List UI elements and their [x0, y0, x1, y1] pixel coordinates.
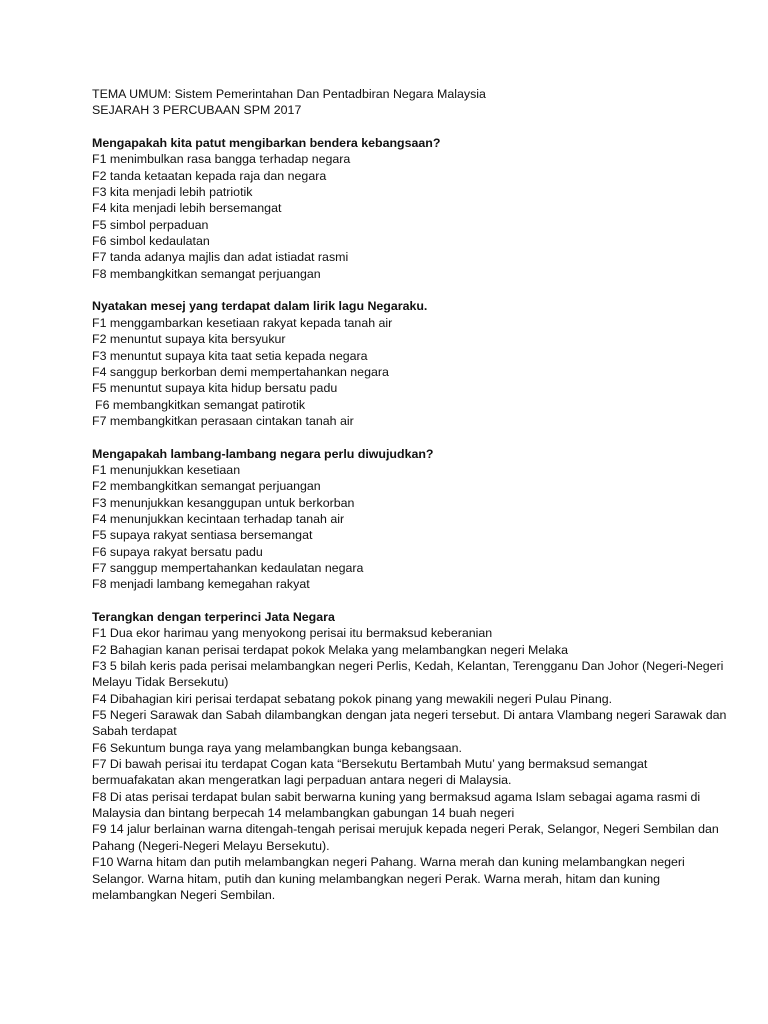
answer-point: F3 kita menjadi lebih patriotik: [92, 185, 253, 200]
question-heading: Nyatakan mesej yang terdapat dalam lirik lagu Negaraku.: [92, 299, 428, 314]
answer-point: F6 membangkitkan semangat patirotik: [95, 397, 306, 412]
answer-point: F6 supaya rakyat bersatu padu: [92, 544, 263, 559]
answer-point: F1 menggambarkan kesetiaan rakyat kepada tanah air: [92, 315, 393, 330]
exam-subtitle: SEJARAH 3 PERCUBAAN SPM 2017: [92, 103, 302, 118]
answer-point: F8 Di atas perisai terdapat bulan sabit berwarna kuning yang bermaksud agama Islam sebagai agama rasmi di Malaysia dan bintang berpecah 14 melambangkan gabungan 14 buah negeri: [92, 789, 701, 821]
spacer: [92, 593, 732, 609]
document-page: [92, 86, 732, 903]
answer-point: F3 menunjukkan kesanggupan untuk berkorban: [92, 495, 355, 510]
spacer: [92, 429, 732, 445]
answer-point: F8 menjadi lambang kemegahan rakyat: [92, 577, 310, 592]
spacer: [92, 282, 732, 298]
answer-point: F1 menimbulkan rasa bangga terhadap negara: [92, 152, 351, 167]
spacer: [92, 119, 732, 135]
answer-point: F4 kita menjadi lebih bersemangat: [92, 201, 282, 216]
answer-point: F1 menunjukkan kesetiaan: [92, 462, 241, 477]
question-heading: Mengapakah kita patut mengibarkan bendera kebangsaan?: [92, 136, 441, 151]
answer-point: F4 sanggup berkorban demi mempertahankan negara: [92, 364, 389, 379]
answer-point: F4 menunjukkan kecintaan terhadap tanah air: [92, 511, 345, 526]
answer-point: F7 tanda adanya majlis dan adat istiadat rasmi: [92, 250, 349, 265]
answer-point: F7 membangkitkan perasaan cintakan tanah air: [92, 413, 354, 428]
answer-point: F2 tanda ketaatan kepada raja dan negara: [92, 168, 327, 183]
theme-title: TEMA UMUM: Sistem Pemerintahan Dan Pentadbiran Negara Malaysia: [92, 87, 486, 101]
answer-point: F8 membangkitkan semangat perjuangan: [92, 266, 321, 281]
answer-point: F2 membangkitkan semangat perjuangan: [92, 479, 321, 494]
question-heading: Mengapakah lambang-lambang negara perlu diwujudkan?: [92, 446, 434, 461]
answer-point: F4 Dibahagian kiri perisai terdapat sebatang pokok pinang yang mewakili negeri Pulau Pinang.: [92, 691, 613, 706]
answer-point: F1 Dua ekor harimau yang menyokong perisai itu bermaksud keberanian: [92, 626, 493, 641]
answer-point: F5 menuntut supaya kita hidup bersatu padu: [92, 381, 338, 396]
answer-point: F5 Negeri Sarawak dan Sabah dilambangkan dengan jata negeri tersebut. Di antara Vlambang negeri Sarawak dan Sabah terdapat: [92, 708, 727, 739]
answer-point: F10 Warna hitam dan putih melambangkan negeri Pahang. Warna merah dan kuning melambangkan negeri Selangor. Warna hitam, putih dan kuning melambangkan negeri Perak. Warna merah, hitam dan kuning melambangkan Negeri Sembilan.: [92, 855, 685, 902]
question-heading: Terangkan dengan terperinci Jata Negara: [92, 610, 335, 624]
answer-point: F6 Sekuntum bunga raya yang melambangkan bunga kebangsaan.: [92, 740, 462, 755]
answer-point: F5 simbol perpaduan: [92, 217, 209, 232]
answer-point: F5 supaya rakyat sentiasa bersemangat: [92, 528, 313, 543]
answer-point: F3 5 bilah keris pada perisai melambangkan negeri Perlis, Kedah, Kelantan, Terengganu Dan Johor (Negeri-Negeri Melayu Tidak Bersekutu): [92, 659, 724, 690]
answer-point: F2 Bahagian kanan perisai terdapat pokok Melaka yang melambangkan negeri Melaka: [92, 642, 568, 657]
answer-point: F9 14 jalur berlainan warna ditengah-tengah perisai merujuk kepada negeri Perak, Selangor, Negeri Sembilan dan Pahang (Negeri-Negeri Melayu Bersekutu).: [92, 822, 719, 853]
answer-point: F6 simbol kedaulatan: [92, 234, 210, 249]
answer-point: F7 sanggup mempertahankan kedaulatan negara: [92, 560, 364, 575]
answer-point: F3 menuntut supaya kita taat setia kepada negara: [92, 348, 368, 363]
answer-point: F2 menuntut supaya kita bersyukur: [92, 332, 286, 347]
answer-point: F7 Di bawah perisai itu terdapat Cogan kata “Bersekutu Bertambah Mutu’ yang bermaksud semangat bermuafakatan akan mengeratkan lagi perpaduan antara negeri di Malaysia.: [92, 757, 648, 788]
